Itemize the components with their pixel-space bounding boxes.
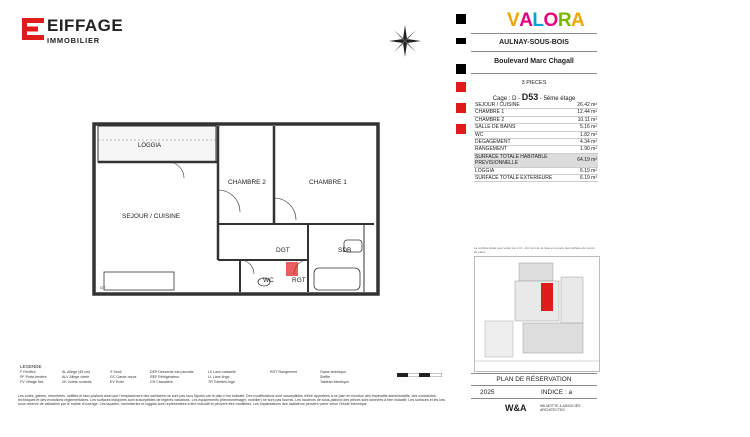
legend-item: RGT Rangement [270,370,298,374]
room-area: 26.42 m² [577,102,597,108]
room-label-chambre-1: CHAMBRE 1 [309,179,347,186]
legend-item: FV Vitrage fixe [20,380,44,385]
room-name: SURFACE TOTALE EXTERIEURE [474,175,576,182]
legend-item: LV Lave-vaisselle [208,370,236,374]
legend-item: Tableau électrique [320,380,350,385]
surface-row [474,167,598,174]
architect-logo: W&A [505,403,527,413]
room-name: CHAMBRE 1 [474,109,576,116]
room-name: SALLE DE BAINS [474,124,576,131]
divider [471,373,597,374]
legend-item: LL Lave-linge [208,375,230,380]
legend-col [62,370,91,386]
panel-tab [456,103,466,113]
room-area: 6.19 m² [576,175,598,182]
panel-tab [456,124,466,134]
cage-prefix: Cage : D - [492,96,521,102]
divider [471,385,597,386]
panel-tab [456,64,466,74]
surface-table [474,102,598,182]
room-area: 6.19 m² [576,167,598,174]
legend-col [208,370,236,386]
room-area: 1.90 m² [576,146,598,153]
room-label-rgt: RGT [292,277,306,284]
room-name: CHAMBRE 2 [474,116,576,123]
partner-letter: O [543,10,558,31]
divider [471,33,597,34]
legend-item: F Fenêtre [20,370,36,374]
surface-row [474,116,598,123]
architect-name: WILMOTTE & ASSOCIÉS ARCHITECTES [540,404,581,412]
project-street: Boulevard Marc Chagall [494,58,574,65]
north-compass-icon [388,24,422,58]
eiffage-logo-mark [22,18,44,40]
project-city: AULNAY-SOUS-BOIS [499,39,569,46]
lot-number: D53 [521,92,539,102]
room-label-sdb: SDB [338,247,352,254]
plan-title: PLAN DE RÉSERVATION [496,376,572,383]
brand-name: EIFFAGE [47,16,124,35]
room-label-loggia: LOGGIA [138,143,162,149]
room-name: LOGGIA [474,167,576,174]
divider [471,73,597,74]
room-label-gt: GT [100,285,106,290]
panel-tab [456,38,466,44]
panel-tab [456,14,466,24]
legend-item: Soffite [320,375,331,380]
room-area: 64.19 m² [576,153,598,167]
room-area: 10.11 m² [577,116,597,123]
room-label-sejour: SEJOUR / CUISINE [122,213,181,220]
divider [471,51,597,52]
surface-row [474,124,598,131]
room-name: RANGEMENT [474,146,576,153]
location-minimap [474,256,600,372]
legend-item: VK Volets roulants [62,380,92,385]
legend-col [150,370,194,386]
legend-col [270,370,297,375]
partner-letter: V [507,10,520,31]
floor-plan [68,112,388,300]
surface-row [474,102,598,109]
pieces-count: 3 PIECES [521,80,547,86]
floor-label: - 5ème étage [539,96,576,102]
legend-item: DEP Descente eau pluviale [150,370,194,374]
legend-col [20,370,47,386]
room-area: 5.16 m² [576,124,598,131]
panel-tab [456,82,466,92]
partner-letter: R [557,10,572,31]
legend-item: TR Toilette/Linge [208,380,235,385]
legend-col [320,370,349,386]
partner-logo [507,10,584,32]
room-label-dgt: DGT [276,247,290,254]
legend-title: LEGENDE [20,364,42,369]
legend-item: CH Chaudière [150,380,173,385]
surface-row [474,175,598,182]
room-label-chambre-2: CHAMBRE 2 [228,179,266,186]
surface-note: La surface totale peut varier de 1 m² - 2m² lors de la mise en œuvre des surfaces de rendu de plans [474,246,595,254]
surface-row [474,146,598,153]
surface-row [474,131,598,138]
divider [471,398,597,399]
room-label-wc: WC [263,277,274,284]
surface-row [474,109,598,116]
legend-item: PF Porte-fenêtre [20,375,47,380]
room-area: 1.82 m² [576,131,598,138]
legend-item: EV Evier [110,380,124,385]
room-area: 4.34 m² [576,139,598,146]
lot-header [471,92,597,102]
room-name: DEGAGEMENT [474,139,576,146]
partner-letter: A [571,10,585,31]
partner-letter: L [532,10,544,31]
legend [20,370,440,390]
legend-item: GC Garde-corps [110,375,137,380]
legend-item: AL Allège (45 cm) [62,370,91,374]
room-name: WC [474,131,576,138]
partner-letter: A [519,10,533,31]
brand-subtitle: IMMOBILIER [47,36,100,45]
legend-item: REF Réfrigérateur [150,375,180,380]
legend-col [110,370,136,386]
plan-year: 2025 [480,389,495,396]
legend-item: Gaine technique [320,370,347,374]
legend-item: S Seuil [110,370,122,374]
legend-item: ALV Allège vitrée [62,375,90,380]
surface-row [474,139,598,146]
disclaimer-text: Les cotes, gaines, retombées, soffites et faux-plafond ainsi que l'emplacement des sanitaires ne sont pas tous figurés car le plan n'est indicatif. Des modifications sont susceptibles d'être apportées à ce plan en fonction des impératifs administratifs, des contraintes techniques et des évolutions réglementaires. Les surfaces indiquées sont susceptibles de légères variations. Les équipements (électroménager, mobilier) ne sont pas fournis. Les hauteurs de sous-plafond des pièces sont données à titre indicatif. Les surfaces et les lots sous réserve de validation par le maître d'ouvrage. Les façades, menuiseries et loggias sont représentées à titre indicatif et peuvent être modifiées. Les implantations des radiateurs peuvent varier selon l'étude thermique. [18,394,445,407]
room-name: SURFACE TOTALE HABITABLE PREVISIONNELLE [474,153,576,167]
plan-index: INDICE : a [541,389,573,396]
room-area: 12.44 m² [577,109,597,116]
surface-row [474,153,598,167]
room-name: SEJOUR / CUISINE [474,102,576,109]
